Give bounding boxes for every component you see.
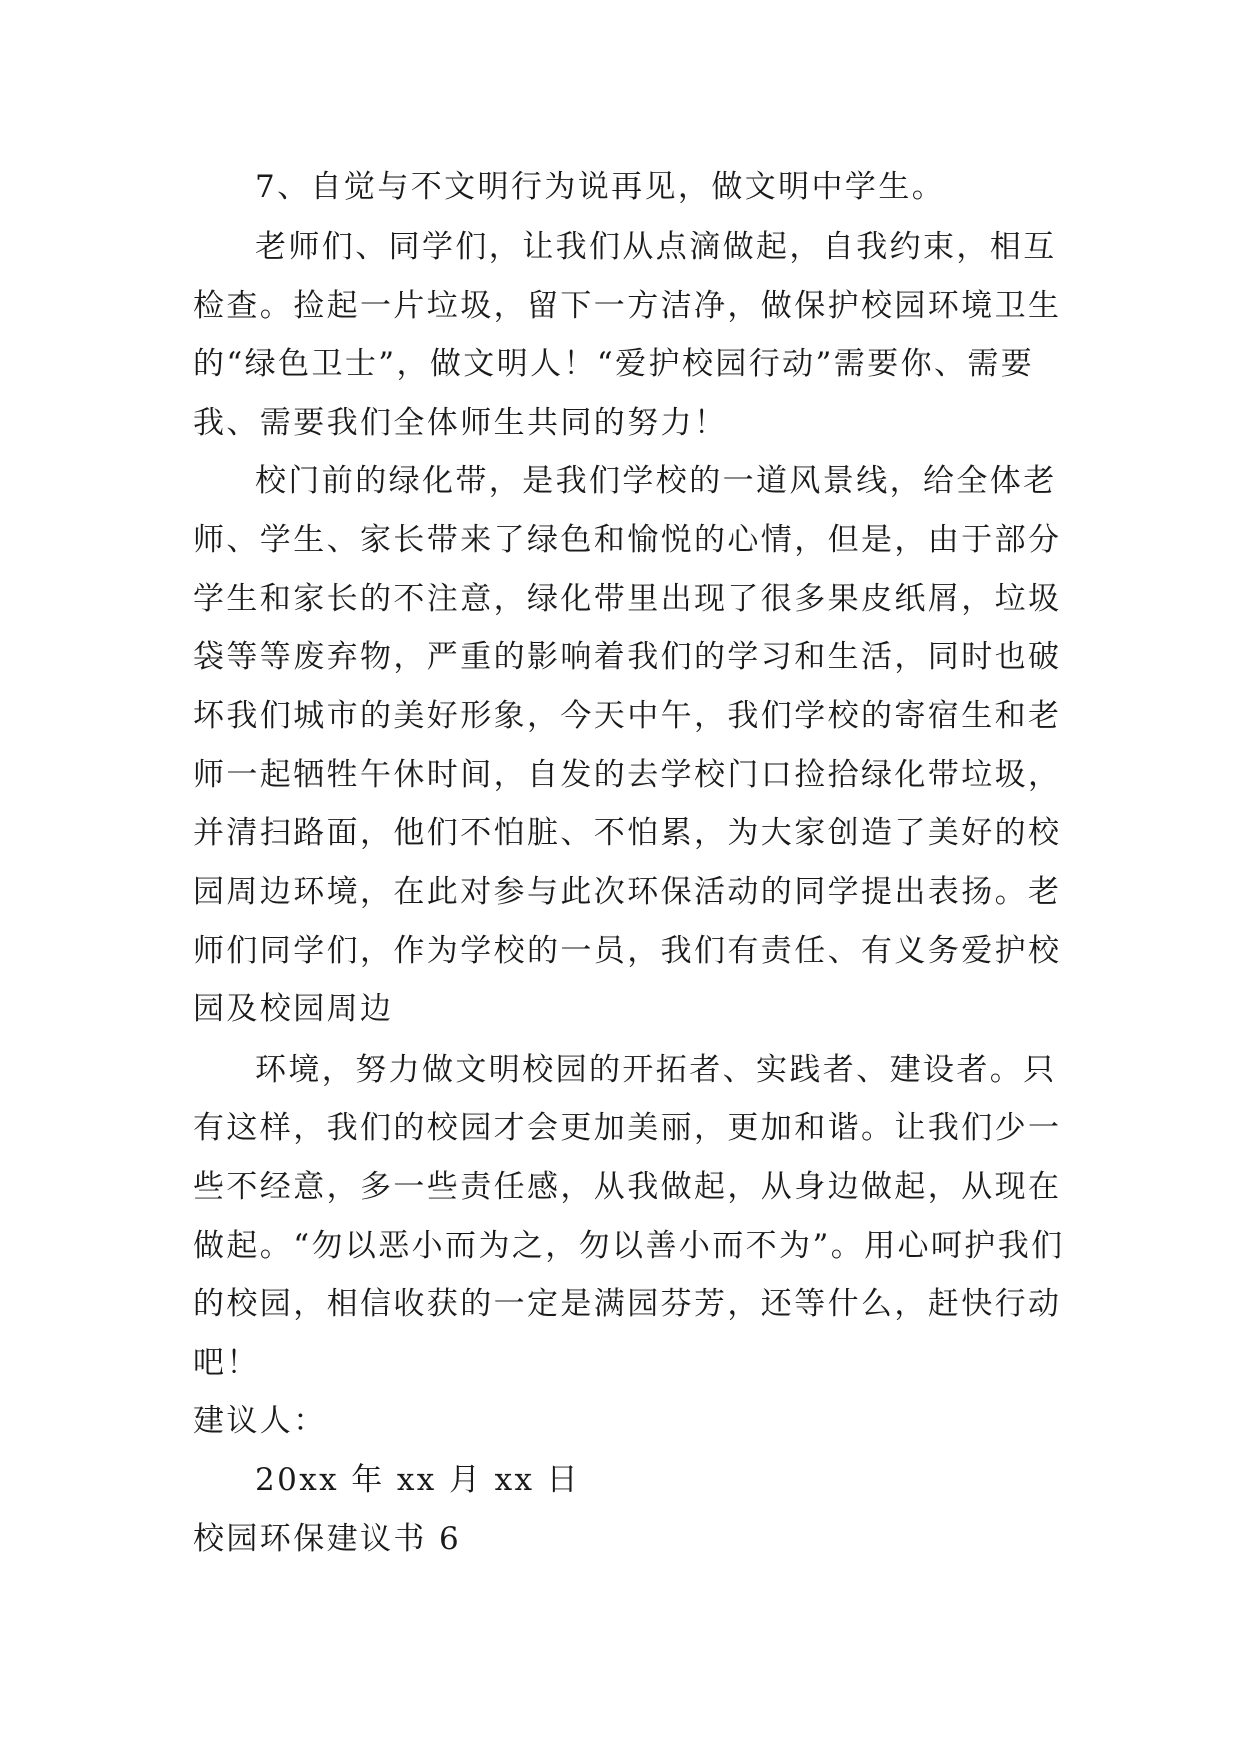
paragraph-line: 老师们、同学们，让我们从点滴做起，自我约束，相互 — [255, 229, 1057, 265]
paragraph-line: 检查。捡起一片垃圾，留下一方洁净，做保护校园环境卫生 — [193, 288, 1062, 324]
paragraph-line: 我、需要我们全体师生共同的努力！ — [193, 405, 728, 441]
paragraph-line: 坏我们城市的美好形象，今天中午，我们学校的寄宿生和老 — [193, 698, 1062, 734]
paragraph-line: 做起。“勿以恶小而为之，勿以善小而不为”。用心呵护我们 — [193, 1228, 1065, 1264]
section-heading: 校园环保建议书 6 — [193, 1521, 462, 1557]
paragraph-line: 有这样，我们的校园才会更加美丽，更加和谐。让我们少一 — [193, 1110, 1062, 1146]
paragraph-line: 师、学生、家长带来了绿色和愉悦的心情，但是，由于部分 — [193, 522, 1062, 558]
paragraph-line: 学生和家长的不注意，绿化带里出现了很多果皮纸屑，垃圾 — [193, 581, 1062, 617]
paragraph-line: 园及校园周边 — [193, 991, 394, 1027]
paragraph-line: 环境，努力做文明校园的开拓者、实践者、建设者。只 — [255, 1052, 1057, 1088]
paragraph-line: 师一起牺牲午休时间，自发的去学校门口捡拾绿化带垃圾， — [193, 757, 1062, 793]
paragraph-line: 校门前的绿化带，是我们学校的一道风景线，给全体老 — [255, 463, 1057, 499]
paragraph-line: 袋等等废弃物，严重的影响着我们的学习和生活，同时也破 — [193, 639, 1062, 675]
paragraph-line: 些不经意，多一些责任感，从我做起，从身边做起，从现在 — [193, 1169, 1062, 1205]
paragraph-line: 园周边环境，在此对参与此次环保活动的同学提出表扬。老 — [193, 874, 1062, 910]
paragraph-line: 并清扫路面，他们不怕脏、不怕累，为大家创造了美好的校 — [193, 815, 1062, 851]
paragraph-line: 的“绿色卫士”，做文明人！“爱护校园行动”需要你、需要 — [193, 346, 1035, 382]
date-line: 20xx 年 xx 月 xx 日 — [255, 1462, 581, 1498]
list-item-7: 7、自觉与不文明行为说再见，做文明中学生。 — [255, 169, 946, 205]
paragraph-line: 的校园，相信收获的一定是满园芬芳，还等什么，赶快行动 — [193, 1286, 1062, 1322]
signature-label: 建议人： — [193, 1403, 327, 1439]
paragraph-line: 师们同学们，作为学校的一员，我们有责任、有义务爱护校 — [193, 933, 1062, 969]
paragraph-line: 吧！ — [193, 1345, 260, 1381]
